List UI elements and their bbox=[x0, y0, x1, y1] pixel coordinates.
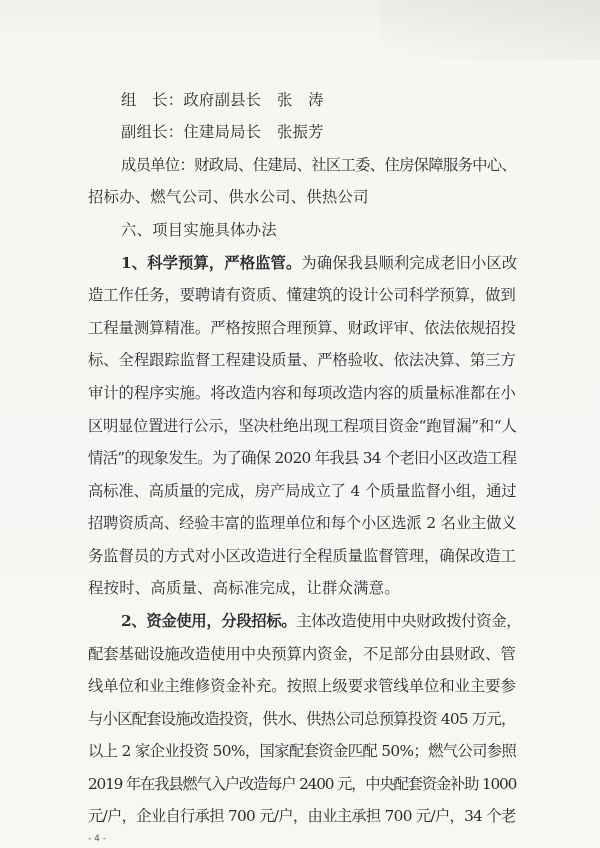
text-line: 副组长：住建局局长 张振芳 bbox=[121, 123, 324, 141]
text-line: 2019 年在我县燃气入户改造每户 2400 元，中央配套资金补助 1000 bbox=[88, 775, 517, 793]
text-line: 造工作任务，要聘请有资质、懂建筑的设计公司科学预算，做到 bbox=[88, 286, 516, 304]
paragraph-heading: 1、科学预算，严格监管。 bbox=[121, 254, 302, 272]
text-line: 招聘资质高、经验丰富的监理单位和每个小区选派 2 名业主做义 bbox=[88, 514, 517, 532]
text-line: 招标办、燃气公司、供水公司、供热公司 bbox=[88, 188, 369, 206]
text-line: 以上 2 家企业投资 50%，国家配套资金匹配 50%；燃气公司参照 bbox=[88, 742, 517, 760]
text-line: 线单位和业主维修资金补充。按照上级要求管线单位和业主要参 bbox=[88, 677, 516, 695]
section-heading: 六、项目实施具体办法 bbox=[121, 221, 277, 239]
text-line: 配套基础设施改造使用中央预算内资金，不足部分由县财政、管 bbox=[88, 645, 516, 663]
paragraph-heading: 2、资金使用，分段招标。 bbox=[121, 612, 297, 630]
paragraph-text: 为确保我县顺利完成老旧小区改 bbox=[301, 254, 518, 272]
text-line: 审计的程序实施。将改造内容和每项改造内容的质量标准都在小 bbox=[88, 384, 516, 402]
text-line: 标、全程跟踪监督工程建设质量、严格验收、依法决算、第三方 bbox=[88, 351, 516, 369]
text-line: 元/户，企业自行承担 700 元/户，由业主承担 700 元/户，34 个老 bbox=[88, 807, 516, 825]
scan-shadow bbox=[380, 0, 600, 60]
text-line: 区明显位置进行公示，坚决杜绝出现工程项目资金“跑冒漏”和“人 bbox=[88, 417, 517, 435]
page-number: - 4 - bbox=[88, 834, 106, 844]
paragraph-first-line bbox=[121, 253, 517, 273]
paragraph-text: 主体改造使用中央财政拨付资金， bbox=[296, 612, 522, 630]
text-line: 成员单位：财政局、住建局、社区工委、住房保障服务中心、 bbox=[121, 156, 517, 174]
text-line: 工程量测算精准。严格按照合理预算、财政评审、依法依规招投 bbox=[88, 319, 516, 337]
text-line: 组 长：政府副县长 张 涛 bbox=[121, 91, 324, 109]
text-line: 程按时、高质量、高标准完成，让群众满意。 bbox=[88, 579, 400, 597]
text-line: 情活”的现象发生。为了确保 2020 年我县 34 个老旧小区改造工程 bbox=[88, 449, 517, 467]
text-line: 务监督员的方式对小区改造进行全程质量监督管理，确保改造工 bbox=[88, 547, 516, 565]
text-line: 高标准、高质量的完成，房产局成立了 4 个质量监督小组，通过 bbox=[88, 482, 517, 500]
text-line: 与小区配套设施改造投资，供水、供热公司总预算投资 405 万元， bbox=[88, 710, 516, 728]
paragraph-first-line bbox=[121, 611, 521, 631]
